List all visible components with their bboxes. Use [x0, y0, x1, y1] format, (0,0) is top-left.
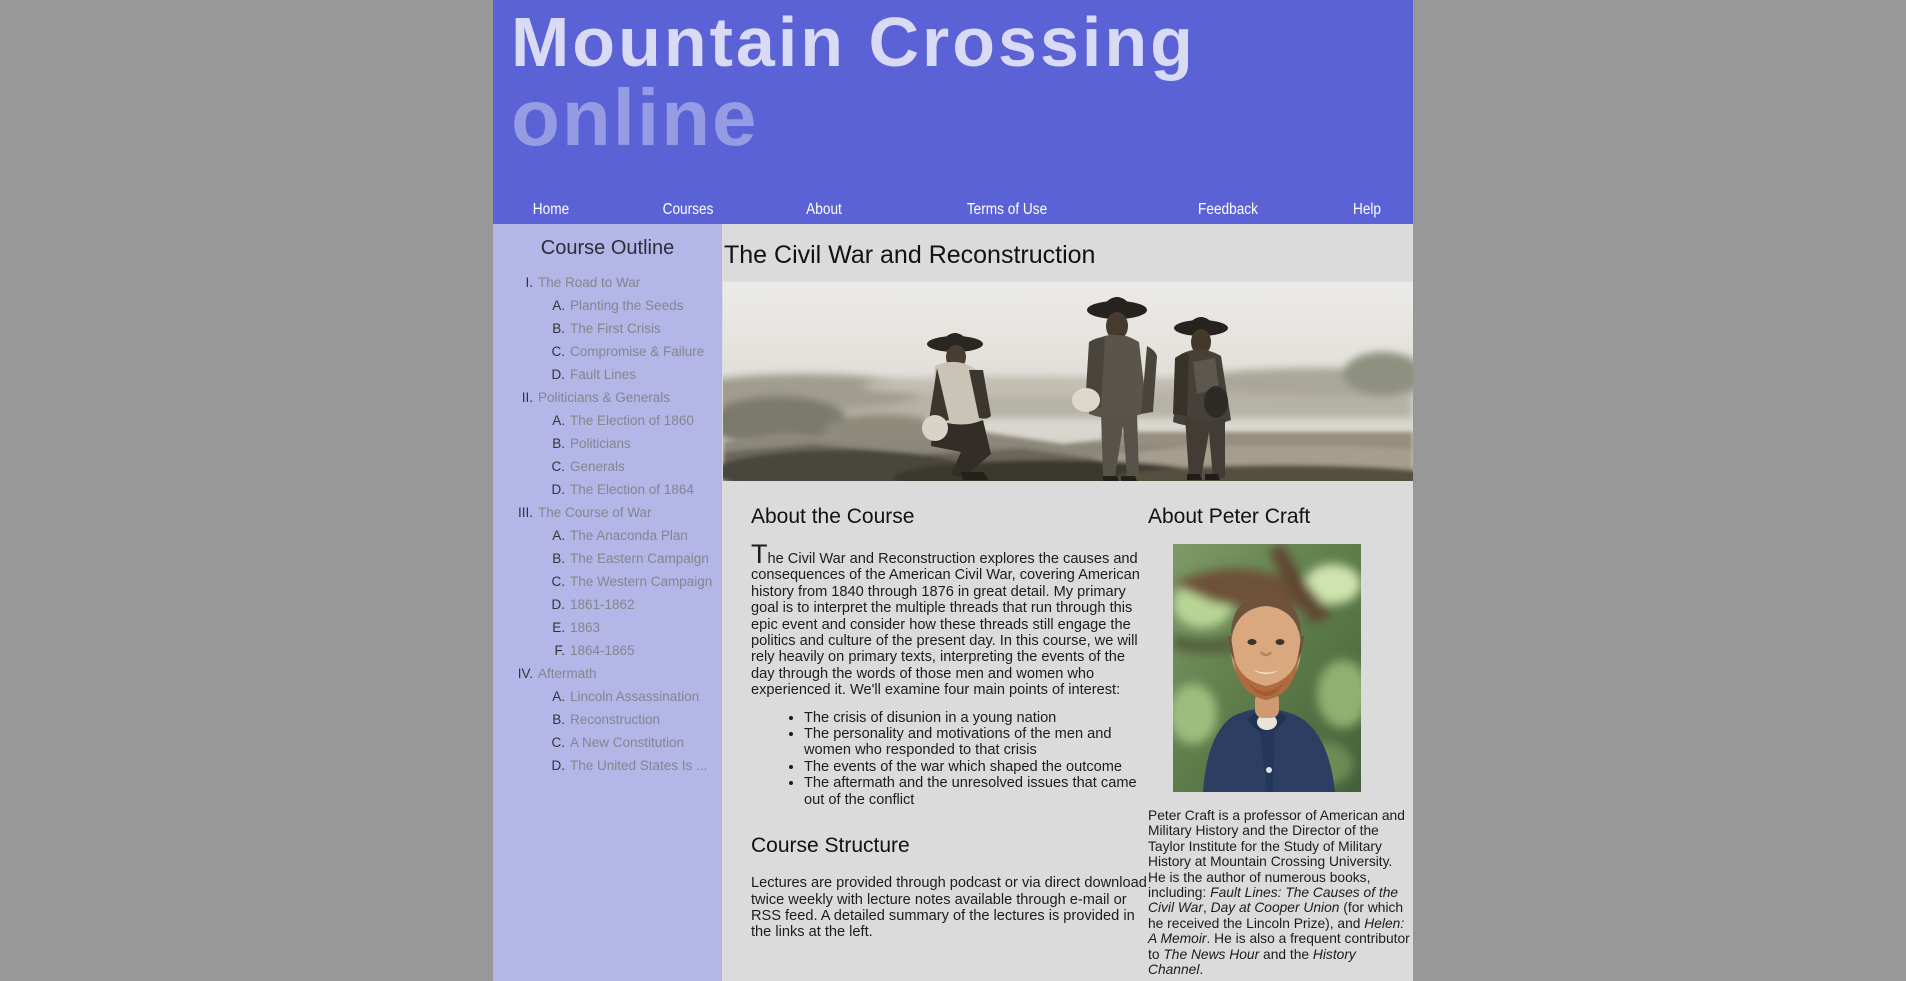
outline-item[interactable]: [493, 685, 722, 708]
nav-link-terms-of-use[interactable]: Terms of Use: [966, 201, 1048, 218]
outline-item[interactable]: [493, 294, 722, 317]
outline-item[interactable]: [493, 432, 722, 455]
outline-item-prefix: C.: [551, 344, 565, 359]
civil-war-soldiers-photo: [723, 282, 1413, 481]
outline-item[interactable]: [493, 524, 722, 547]
course-point: • The personality and motivations of the men and women who responded to that crisis: [804, 726, 1147, 759]
outline-item[interactable]: [493, 363, 722, 386]
outline-item[interactable]: [493, 570, 722, 593]
outline-item-prefix: A.: [552, 298, 565, 313]
outline-item[interactable]: [493, 340, 722, 363]
about-author-heading: About Peter Craft: [1148, 505, 1311, 528]
outline-item-prefix: A.: [552, 528, 565, 543]
outline-item-label: Lincoln Assassination: [570, 689, 700, 704]
outline-item-prefix: I.: [525, 275, 533, 290]
course-outline-list: [493, 271, 722, 777]
nav-link-home[interactable]: Home: [532, 201, 570, 218]
outline-item-label: The Course of War: [538, 505, 652, 520]
outline-item-label: Compromise & Failure: [570, 344, 705, 359]
outline-item-label: 1864-1865: [570, 643, 635, 658]
outline-item-prefix: D.: [551, 367, 565, 382]
outline-item-label: The Election of 1864: [570, 482, 694, 497]
nav-link-courses[interactable]: Courses: [662, 201, 714, 218]
outline-item-prefix: B.: [552, 712, 565, 727]
outline-item-label: 1863: [570, 620, 601, 635]
about-course-heading: About the Course: [751, 505, 915, 528]
outline-item-label: The United States Is ...: [570, 758, 708, 773]
outline-item-label: The Road to War: [538, 275, 641, 290]
outline-item-prefix: F.: [554, 643, 565, 658]
nav-bar: [493, 197, 1413, 224]
outline-item-prefix: D.: [551, 597, 565, 612]
nav-link-help[interactable]: Help: [1352, 201, 1382, 218]
outline-item-label: A New Constitution: [570, 735, 685, 750]
outline-item-label: The First Crisis: [570, 321, 661, 336]
course-point: • The events of the war which shaped the outcome: [804, 759, 1147, 775]
outline-item[interactable]: [493, 271, 722, 294]
sidebar-title: Course Outline: [540, 237, 675, 259]
outline-item-prefix: B.: [552, 321, 565, 336]
page: [493, 0, 1413, 981]
outline-item-prefix: IV.: [517, 666, 533, 681]
course-structure-heading: Course Structure: [751, 834, 910, 858]
dropcap-letter: T: [751, 539, 768, 569]
outline-item-label: Planting the Seeds: [570, 298, 684, 313]
peter-craft-portrait-photo: [1173, 544, 1361, 792]
outline-item-prefix: A.: [552, 413, 565, 428]
course-structure-text: Lectures are provided through podcast or via direct download twice weekly with lecture notes available through e-mail or RSS feed. A detailed summary of the lectures is provided in the links at the left.: [751, 875, 1147, 941]
about-author-column: [1148, 497, 1413, 977]
outline-item[interactable]: [493, 593, 722, 616]
course-point: • The crisis of disunion in a young nation: [804, 710, 1147, 726]
outline-item[interactable]: [493, 478, 722, 501]
outline-item-label: Reconstruction: [570, 712, 661, 727]
outline-item[interactable]: [493, 386, 722, 409]
site-title-line1: Mountain Crossing: [511, 3, 1196, 81]
outline-item-prefix: II.: [521, 390, 533, 405]
outline-item-label: Fault Lines: [570, 367, 637, 382]
outline-item-prefix: C.: [551, 459, 565, 474]
outline-item[interactable]: [493, 639, 722, 662]
outline-item-prefix: A.: [552, 689, 565, 704]
outline-item[interactable]: [493, 662, 722, 685]
outline-item[interactable]: [493, 501, 722, 524]
outline-item[interactable]: [493, 708, 722, 731]
about-course-column: [751, 497, 1147, 941]
site-header: [493, 0, 1413, 224]
outline-item-label: Aftermath: [538, 666, 597, 681]
author-bio-text: Peter Craft is a professor of American and Military History and the Director of the Taylor Institute for the Study of Military History at Mountain Crossing University. He is the author of numerous books, including: Fault Lines: The Causes of the Civil War, Day at Cooper Union (for which he received the Lincoln Prize), and Helen: A Memoir. He is also a frequent contributor to The News Hour and the History Channel.: [1148, 808, 1410, 978]
outline-item-label: The Anaconda Plan: [570, 528, 688, 543]
outline-item-label: The Western Campaign: [570, 574, 713, 589]
outline-item-prefix: B.: [552, 551, 565, 566]
outline-item[interactable]: [493, 409, 722, 432]
content-columns: [722, 497, 1413, 981]
outline-item-label: The Eastern Campaign: [570, 551, 709, 566]
outline-item[interactable]: [493, 317, 722, 340]
outline-item-prefix: C.: [551, 735, 565, 750]
outline-item[interactable]: [493, 547, 722, 570]
course-point: • The aftermath and the unresolved issues that came out of the conflict: [804, 775, 1147, 808]
nav-link-about[interactable]: About: [806, 201, 842, 218]
main-content: [722, 224, 1413, 981]
sidebar: [493, 224, 722, 981]
outline-item-label: Generals: [570, 459, 625, 474]
nav-link-feedback[interactable]: Feedback: [1198, 201, 1258, 218]
outline-item-label: 1861-1862: [570, 597, 635, 612]
outline-item-prefix: D.: [551, 758, 565, 773]
outline-item[interactable]: [493, 616, 722, 639]
outline-item-label: The Election of 1860: [570, 413, 694, 428]
site-title-line2: online: [511, 73, 759, 162]
outline-item[interactable]: [493, 754, 722, 777]
course-points-list: [751, 710, 1147, 808]
outline-item-prefix: C.: [551, 574, 565, 589]
outline-item[interactable]: [493, 731, 722, 754]
outline-item[interactable]: [493, 455, 722, 478]
outline-item-prefix: III.: [517, 505, 533, 520]
outline-item-prefix: D.: [551, 482, 565, 497]
outline-item-label: Politicians & Generals: [538, 390, 671, 405]
outline-item-prefix: E.: [552, 620, 565, 635]
outline-item-label: Politicians: [570, 436, 631, 451]
outline-item-prefix: B.: [552, 436, 565, 451]
about-course-intro: The Civil War and Reconstruction explores the causes and consequences of the American Civil War, covering American history from 1840 through 1876 in great detail. My primary goal is to interpret the multiple threads that run through this epic event and consider how these threads still engage the politics and culture of the present day. In this course, we will rely heavily on primary texts, interpreting the events of the day through the words of those men and women who experienced it. We'll examine four main points of interest:: [751, 539, 1140, 699]
page-title: The Civil War and Reconstruction: [724, 241, 1096, 269]
